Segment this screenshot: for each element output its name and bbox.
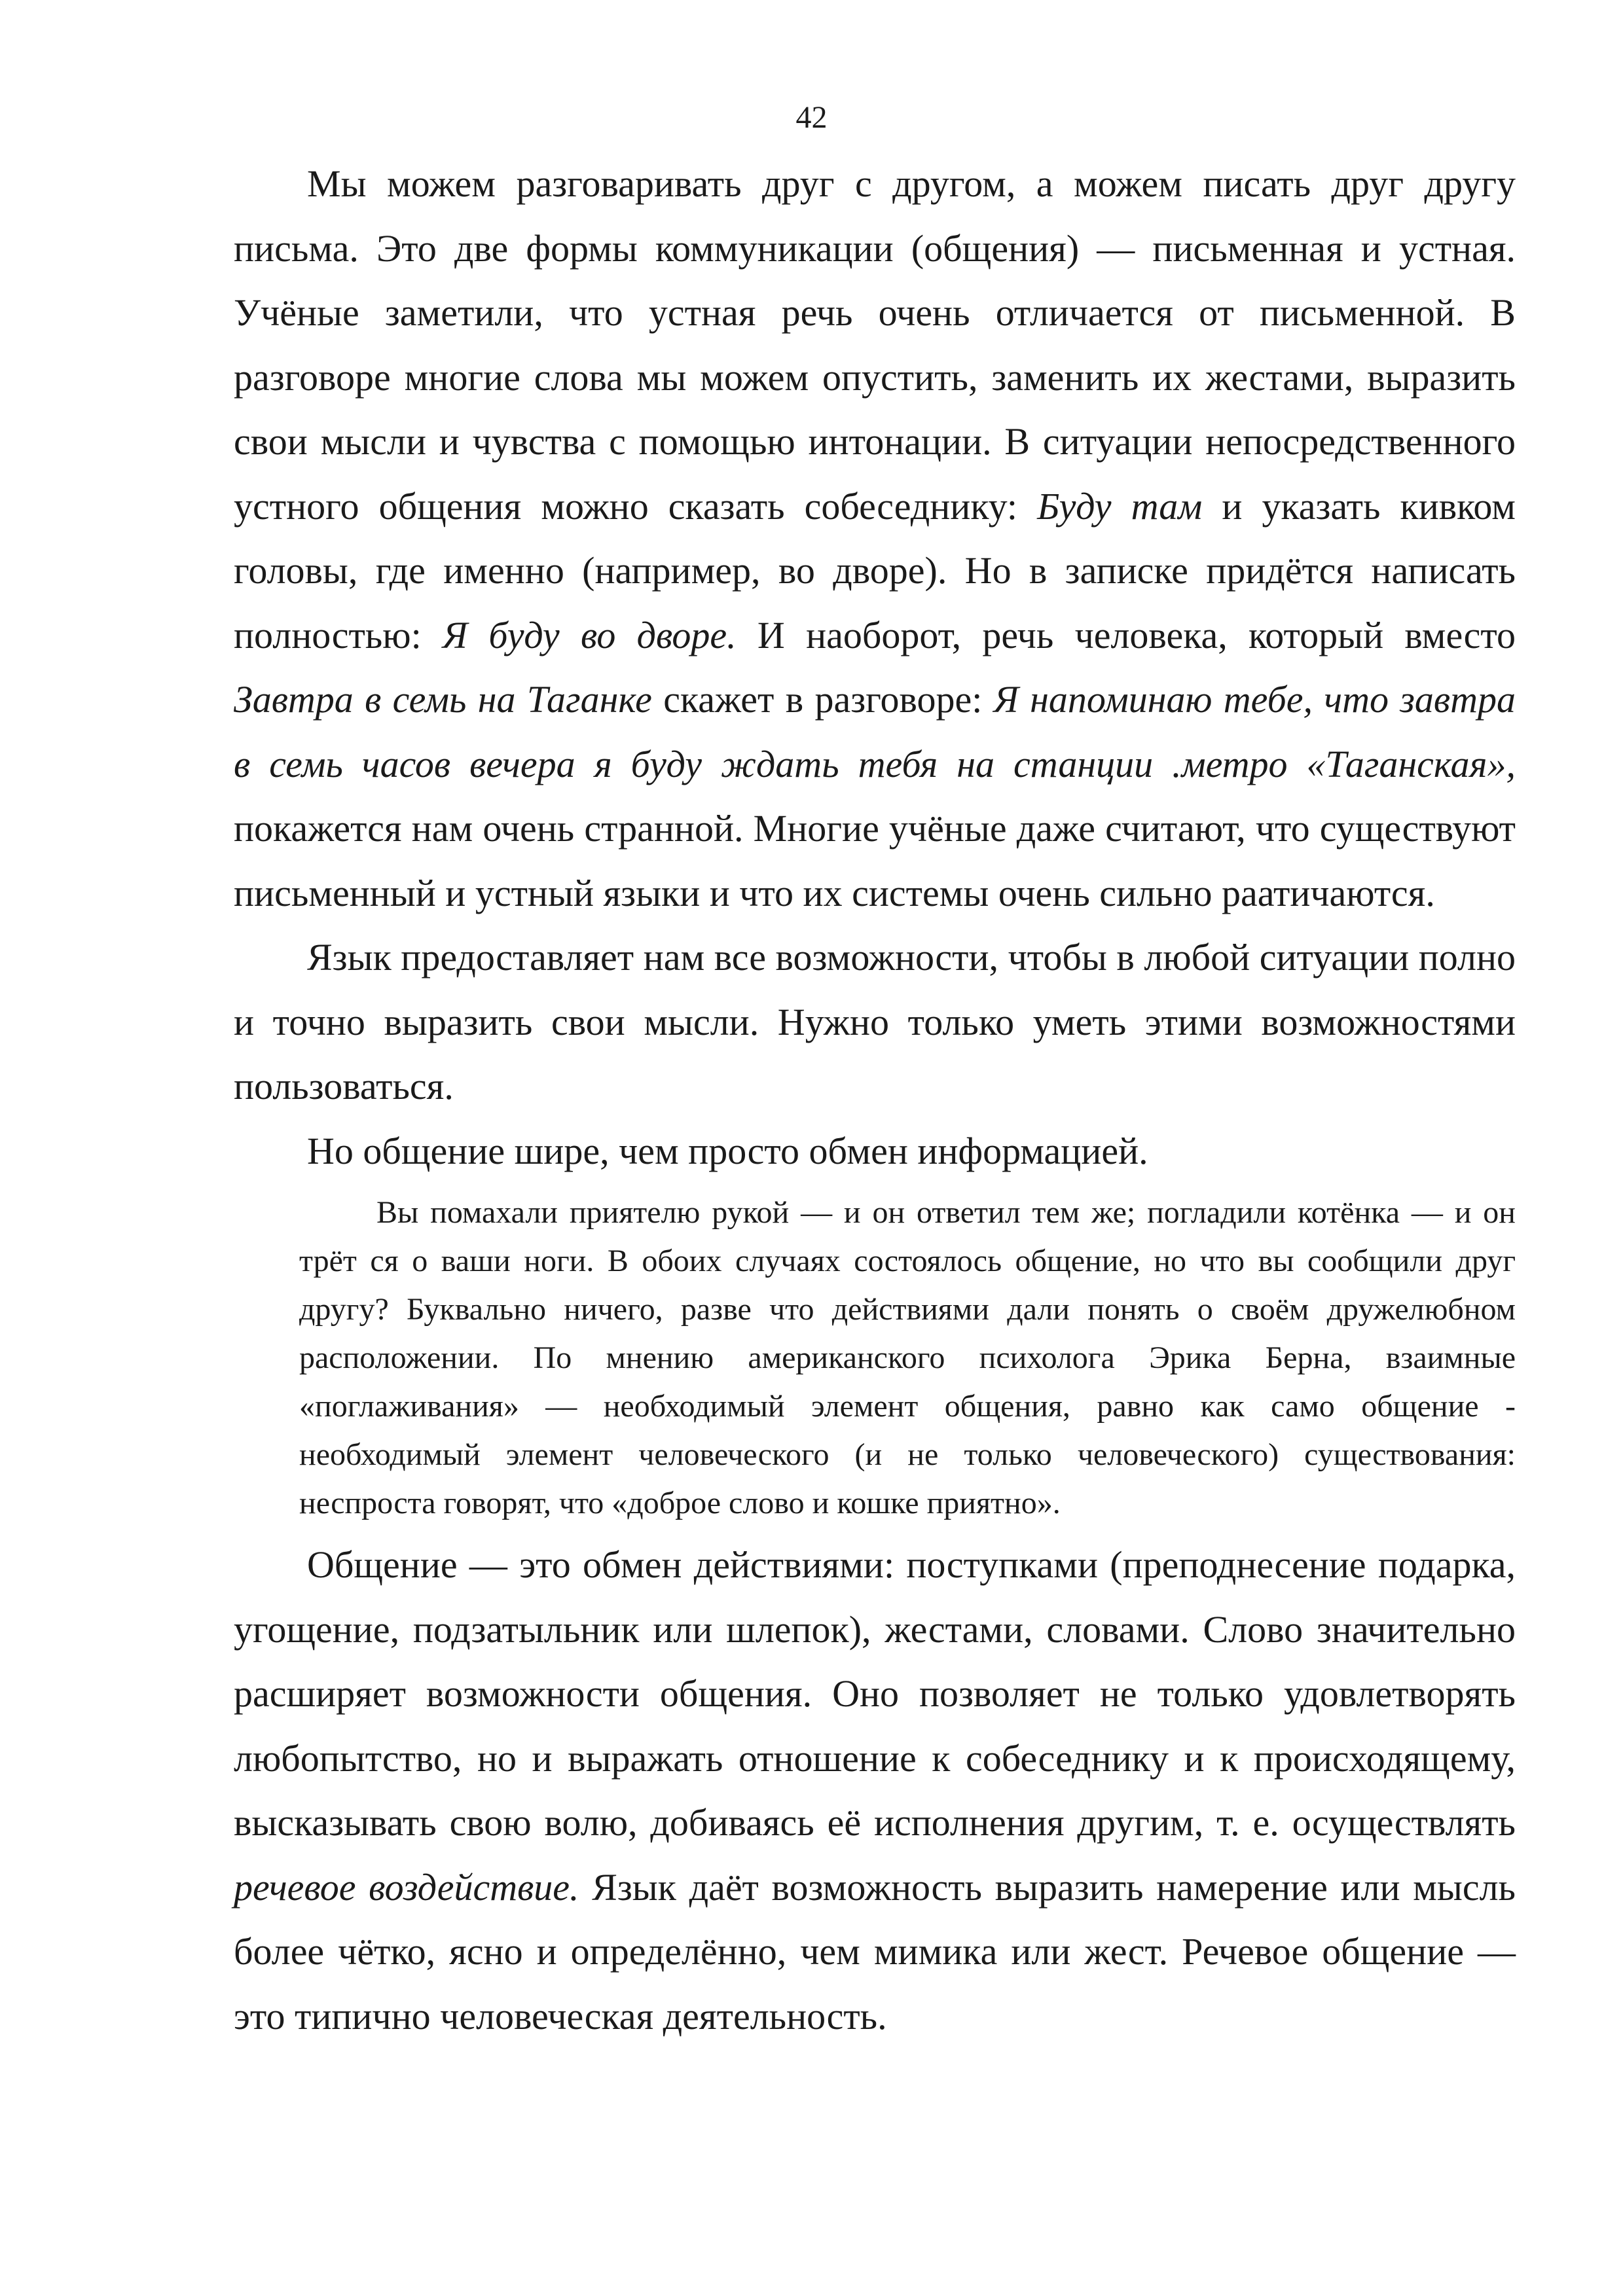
text-run: Мы можем разговаривать друг с другом, а можем писать друг другу письма. Это две формы коммуникации (общения) — письменная и устная. Учёные заметили, что устная речь очень отличается от письменной. В разговоре многие слова мы можем опустить, заменить их жестами, выразить свои мысли и чувства с помощью интонации. В ситуации непосредственного устного общения можно сказать собеседнику: <box>234 162 1516 528</box>
paragraph-language-possibilities: Язык предоставляет нам все возможности, чтобы в любой ситуации полно и точно выразить свои мысли. Нужно только уметь этими возможностями пользоваться. <box>234 936 1516 1107</box>
italic-example: Я буду во дворе. <box>442 613 737 656</box>
paragraph-communication-broader: Но общение шире, чем просто обмен информацией. <box>307 1129 1148 1172</box>
text-run: И наоборот, речь человека, который вместо <box>736 613 1516 656</box>
italic-example: Я напоминаю тебе, что завтра в семь часов вечера я буду ждать тебя на станции .метро «Таганская», <box>234 678 1516 785</box>
quote-block: Вы помахали приятелю рукой — и он ответил тем же; погладили котёнка — и он трёт ся о ваши ноги. В обоих случаях состоялось общение, но что вы сообщили друг другу? Буквально ничего, разве что действиями дали понять о своём дружелюбном расположении. По мнению американского психолога Эрика Берна, взаимные «поглаживания» — необходимый элемент общения, равно как само общение - необходимый элемент человеческого (и не только человеческого) существования: неспроста говорят, что «доброе слово и кошке приятно». <box>299 1195 1516 1520</box>
text-run: скажет в разговоре: <box>651 678 994 721</box>
italic-example: Буду там <box>1037 484 1203 528</box>
italic-term: речевое воздействие. <box>234 1865 579 1909</box>
paragraph-spoken-vs-written <box>234 152 1516 925</box>
text-run: Общение — это обмен действиями: поступками (преподнесение подарка, угощение, подзатыльник или шлепок), жестами, словами. Слово значительно расширяет возможности общения. Оно позволяет не только удовлетворять любопытство, но и выражать отношение к собеседнику и к происходящему, высказывать свою волю, добиваясь её исполнения другим, т. е. осуществлять <box>234 1543 1516 1844</box>
italic-example: Завтра в семь на Таганке <box>234 678 652 721</box>
page-number: 42 <box>795 100 828 135</box>
text-run: покажется нам очень странной. Многие учёные даже считают, что существуют письменный и устный языки и что их системы очень сильно раатичаются. <box>234 807 1516 914</box>
text-run: Язык даёт возможность выразить намерение или мысль более чётко, ясно и определённо, чем мимика или жест. Речевое общение — это типично человеческая деятельность. <box>234 1865 1516 2037</box>
text-run: и указать кивком головы, где именно (например, во дворе). Но в записке придётся написать полностью: <box>234 484 1516 656</box>
paragraph-exchange-of-actions <box>234 1533 1516 2049</box>
page-body <box>234 152 1516 2049</box>
